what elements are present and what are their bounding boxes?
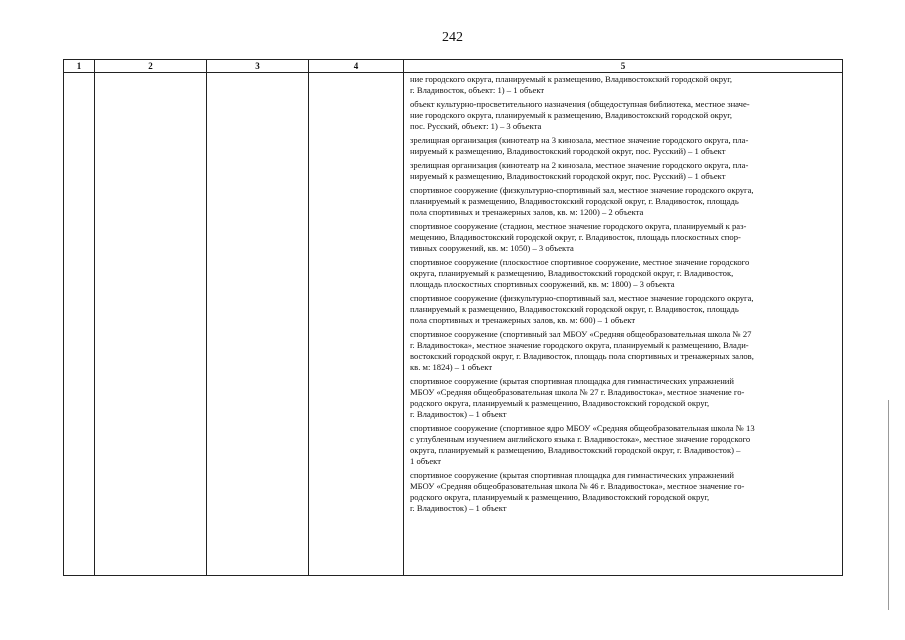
item-line: площадь плоскостных спортивных сооружений, кв. м: 1800) – 3 объекта [410, 279, 675, 289]
item-line: спортивное сооружение (спортивное ядро МБОУ «Средняя общеобразовательная школа № 13 [410, 423, 755, 433]
list-item [404, 422, 842, 469]
list-item [404, 292, 842, 328]
item-line: спортивное сооружение (крытая спортивная площадка для гимнастических упражнений [410, 376, 734, 386]
item-line: спортивное сооружение (физкультурно-спортивный зал, местное значение городского округа, [410, 185, 754, 195]
list-item [404, 134, 842, 159]
item-line: спортивное сооружение (крытая спортивная площадка для гимнастических упражнений [410, 470, 734, 480]
item-line: тивных сооружений, кв. м: 1050) – 3 объекта [410, 243, 574, 253]
list-item [404, 469, 842, 516]
column-header-5: 5 [404, 60, 843, 73]
objects-table [63, 59, 843, 576]
item-line: востокский городской округ, г. Владивосток, площадь пола спортивных и тренажерных залов, [410, 351, 754, 361]
item-line: г. Владивостока», местное значение городского округа, планируемый к размещению, Влади- [410, 340, 749, 350]
item-line: пос. Русский, объект: 1) – 3 объекта [410, 121, 542, 131]
item-line: ние городского округа, планируемый к размещению, Владивостокский городской округ, [410, 74, 732, 84]
item-line: мещению, Владивостокский городской округ, г. Владивосток, площадь плоскостных спор- [410, 232, 741, 242]
item-line: г. Владивосток) – 1 объект [410, 409, 507, 419]
column-header-3: 3 [207, 60, 309, 73]
item-line: с углубленным изучением английского языка г. Владивостока», местное значение городского [410, 434, 751, 444]
column-header-2: 2 [95, 60, 207, 73]
item-line: планируемый к размещению, Владивостокский городской округ, г. Владивосток, площадь [410, 304, 739, 314]
item-line: спортивное сооружение (плоскостное спортивное сооружение, местное значение городского [410, 257, 750, 267]
item-line: спортивное сооружение (стадион, местное значение городского округа, планируемый к раз- [410, 221, 747, 231]
cell-col-4 [309, 73, 404, 576]
item-line: пола спортивных и тренажерных залов, кв. м: 600) – 1 объект [410, 315, 636, 325]
list-item [404, 375, 842, 422]
cell-col-3 [207, 73, 309, 576]
item-line: нируемый к размещению, Владивостокский городской округ, пос. Русский) – 1 объект [410, 146, 726, 156]
page-number: 242 [442, 30, 463, 45]
table-row [64, 73, 843, 576]
item-line: объект культурно-просветительного назначения (общедоступная библиотека, местное значе- [410, 99, 750, 109]
item-line: родского округа, планируемый к размещению, Владивостокский городской округ, [410, 398, 710, 408]
item-line: спортивное сооружение (спортивный зал МБОУ «Средняя общеобразовательная школа № 27 [410, 329, 752, 339]
list-item [404, 220, 842, 256]
cell-col-1 [64, 73, 95, 576]
objects-list [404, 73, 842, 516]
item-line: МБОУ «Средняя общеобразовательная школа № 46 г. Владивостока», местное значение го- [410, 481, 745, 491]
item-line: ние городского округа, планируемый к размещению, Владивостокский городской округ, [410, 110, 732, 120]
list-item [404, 73, 842, 98]
column-header-4: 4 [309, 60, 404, 73]
list-item [404, 328, 842, 375]
item-line: округа, планируемый к размещению, Владивостокский городской округ, г. Владивосток, [410, 268, 734, 278]
item-line: пола спортивных и тренажерных залов, кв. м: 1200) – 2 объекта [410, 207, 644, 217]
list-item [404, 256, 842, 292]
table-header-row [64, 60, 843, 73]
item-line: родского округа, планируемый к размещению, Владивостокский городской округ, [410, 492, 710, 502]
list-item [404, 159, 842, 184]
item-line: спортивное сооружение (физкультурно-спортивный зал, местное значение городского округа, [410, 293, 754, 303]
item-line: кв. м: 1824) – 1 объект [410, 362, 493, 372]
item-line: зрелищная организация (кинотеатр на 3 кинозала, местное значение городского округа, пла- [410, 135, 749, 145]
list-item [404, 98, 842, 134]
item-line: нируемый к размещению, Владивостокский городской округ, пос. Русский) – 1 объект [410, 171, 726, 181]
item-line: г. Владивосток) – 1 объект [410, 503, 507, 513]
item-line: округа, планируемый к размещению, Владивостокский городской округ, г. Владивосток) – [410, 445, 741, 455]
scan-edge-line [888, 400, 889, 610]
item-line: зрелищная организация (кинотеатр на 2 кинозала, местное значение городского округа, пла- [410, 160, 749, 170]
cell-col-5 [404, 73, 843, 576]
item-line: МБОУ «Средняя общеобразовательная школа № 27 г. Владивостока», местное значение го- [410, 387, 745, 397]
item-line: 1 объект [410, 456, 441, 466]
column-header-1: 1 [64, 60, 95, 73]
list-item [404, 184, 842, 220]
item-line: г. Владивосток, объект: 1) – 1 объект [410, 85, 545, 95]
item-line: планируемый к размещению, Владивостокский городской округ, г. Владивосток, площадь [410, 196, 739, 206]
cell-col-2 [95, 73, 207, 576]
